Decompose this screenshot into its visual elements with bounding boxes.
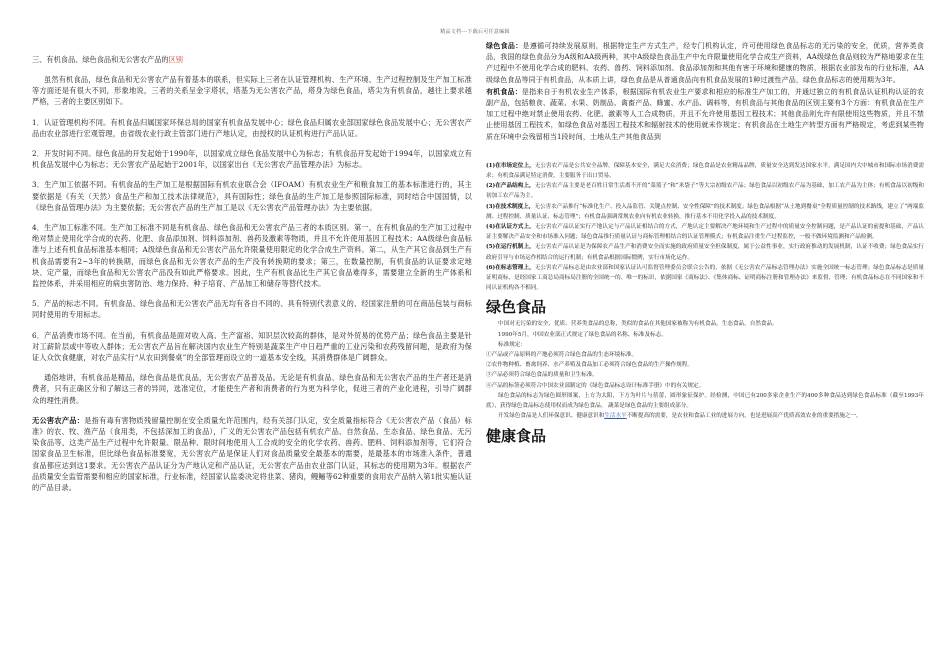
- list-term: 在标志管理上，: [495, 264, 535, 271]
- green-food-paragraph: [486, 40, 924, 86]
- organic-food-term: 有机食品：: [486, 86, 522, 96]
- green-development-text-b: 不断提高的需要，是农业和食品工业的进展方向，也是进展高产优质高效农业的重要措施之一。: [626, 413, 862, 420]
- list-text: 无公害农产品主要是老百姓日常生活离不开的“菜篮子”和“米袋子”等大宗初级农产品；绿色食品以初级农产品为基础，加工农产品为主体；有机食品以初级和初加工农产品为主。: [486, 183, 924, 200]
- section-title-text: 三、有机食品、绿色食品和无公害农产品的: [32, 55, 169, 64]
- green-standard-item: ②农作物种植、畜禽饲养、水产养殖及食品加工必须符合绿色食品的生产操作规程。: [486, 362, 693, 369]
- green-development-paragraph: [486, 411, 924, 421]
- living-standard-link[interactable]: 生活水平: [604, 413, 627, 420]
- list-text: 无公害农产品认证实行产地认定与产品认证相结合的方式，产地认定主要解决产地环境和生产过程中的质量安全控制问题，是产品认证的前提和基础，产品认证主要解决产品安全和市场准入问题；绿色食品推行质量认证与商标管理相结合的认证管理模式；有机食品注重生产过程监控，一般不做环境监测和产品检测。: [486, 224, 924, 241]
- list-number: (5): [486, 244, 496, 251]
- list-text: 无公害农产品推行“标准化生产、投入品监管、关键点控制、安全性保障”的技术制度；绿色食品根据“从土地到餐桌”全程质量控制的技术路线，建立了“两端监测、过程控制、质量认证、标志管理”；有机食品强调常规农业向有机农业转换，推行基本不用化学投入品的技术制度。: [486, 203, 924, 220]
- green-food-heading: 绿色食品: [486, 298, 547, 317]
- list-term: 在市场定位上，: [495, 162, 535, 169]
- list-number: (2): [486, 183, 496, 190]
- list-text: 无公害农产品是公共安全品牌，保障基本安全，满足大众消费；绿色食品是农业精品品牌，质量安全达到发达国家水平，满足国内大中城市和国际市场消费需求；有机食品满足特定消费，主要服务于出口贸易。: [486, 162, 924, 180]
- list-item: [486, 202, 924, 222]
- list-number: (4): [486, 224, 496, 231]
- point-5: 5．产品的标志不同。有机食品、绿色食品和无公害农产品无均有各自不同的、具有特别代表意义的、经国家注册的可在商品包装与商标同时使用的专用标志。: [32, 299, 472, 320]
- list-number: (3): [486, 203, 496, 210]
- green-standard-item: ④产品的标签必须符合中国农业部制定的《绿色食品标志设计标准手册》中的有关规定。: [486, 382, 705, 389]
- green-definition: 中国对无污染的安全、优质、营养类食品的总称，类似的食品在其他国家被称为有机食品，生态食品，自然食品。: [498, 321, 778, 328]
- pollution-free-paragraph: [32, 415, 472, 493]
- list-item: [486, 242, 924, 262]
- left-column: [32, 40, 472, 493]
- comparison-list: [486, 161, 924, 294]
- list-text: 无公害农产品认证是为保障农产品生产和消费安全而实施的政府质量安全担保制度，属于公益性事业，实行政府推动的发展机制，认证不收费；绿色食品实行政府引导与市场运作相结合的运行机制；有机食品根据国际惯例，实行市场化运作。: [486, 244, 924, 261]
- list-item: [486, 222, 924, 242]
- green-standard-item: ③产品必须符合绿色食品的质量和卫生标准。: [486, 372, 598, 379]
- point-2: 2．开发时间不同。绿色食品的开发起始于1990年，以国家成立绿色食品发展中心为标志；有机食品开发起始于1994年，以国家成立有机食品发展中心为标志；无公害农产品起始于2001年，以国家出台《无公害农产品管理办法》为标志。: [32, 149, 472, 170]
- intro-paragraph: 虽然有机食品，绿色食品和无公害农产品有着基本的联系，但实际上三者在认证管理机构、生产环境、生产过程控制及生产加工标准等方面还是有很大不同，形象地说，三者的关系呈金字塔状，塔基为无公害农产品，塔身为绿色食品，塔尖为有机食品，越往上要求越严格，三者的主要区别如下。: [32, 75, 472, 107]
- list-term: 在产品结构上，: [495, 183, 535, 190]
- organic-food-paragraph: [486, 86, 924, 143]
- green-food-text: 是遵循可持续发展原则，根据特定生产方式生产，经专门机构认定，许可使用绿色食品标志的无污染的安全，优质，营养类食品，我国的绿色食品分为A级和AA级两种，其中A级绿色食品生产中允许限量使用化学合成生产资料，AA级绿色食品则较为严格地要求在生产过程中不使用化学合成的肥料、农药、兽药、饲料添加剂、食品添加剂和其他有害于环境和健康的物质，根据农业部发布的行业标准，AA级绿色食品等同于有机食品，从本质上讲，绿色食品是从普通食品向有机食品发展的1种过渡性产品，绿色食品标志的使用期为3年。: [486, 42, 925, 84]
- point-4: 4．生产加工标准不同。生产加工标准不同是有机食品、绿色食品和无公害农产品三者的本质区别。第一，在有机食品的生产加工过程中绝对禁止使用化学合成的农药、化肥、食品添加剂、饲料添加剂、兽药及激素等物质，并且不允许使用基因工程技术；AA级绿色食品标准与上述有机食品标准基本相同；A级绿色食品和无公害农产品允许限量使用限定的化学合成生产资料。第二，从生产其它食品到生产有机食品需要有2~3年的转换期，而绿色食品和无公害农产品的生产没有转换期的要求；第三，在数量控制，有机食品的认证要求定地块、定产量，而绿色食品和无公害农产品没有如此严格要求。因此，生产有机食品比生产其它食品难得多，需要建立全新的生产体系和监控体系，并采用相应的病虫害防治、地力保持、种子培育、产品加工和储存等替代技术。: [32, 223, 472, 289]
- green-standard-label: 标准规定：: [498, 341, 526, 348]
- pollution-free-term: 无公害农产品：: [32, 415, 85, 425]
- point-1: 1．认证管理机构不同。有机食品归属国家环保总局的国家有机食品发展中心；绿色食品归属农业部国家绿色食品发展中心；无公害农产品由农业部进行宏观管理，由省级农业行政主管部门进行产地认定，由授权的认证机构进行产品认证。: [32, 117, 472, 138]
- green-date: 1990年5月，中国农业部正式规定了绿色食品的名称、标准及标志。: [498, 331, 667, 338]
- point-3: 3．生产加工依据不同。有机食品的生产加工是根据国际有机农业联合会（IFOAM）有机农业生产和粮食加工的基本标准进行的，其主要依据是《有关（天然）食品生产和加工技术法律规范》，具有国际性；绿色食品的生产加工是参照国际标准，同时结合中国国情，以《绿色食品管理办法》为主要依据；无公害农产品的生产加工是以《无公害农产品管理办法》为主要依据。: [32, 180, 472, 212]
- green-standard-item: ①产品或产品原料的产地必须符合绿色食品的生态环境标准。: [486, 352, 638, 359]
- summary-paragraph: 通俗地讲，有机食品是精品，绿色食品是优良品，无公害农产品普及品。无论是有机食品、绿色食品和无公害农产品的生产者还是消费者，只有正确区分和了解这三者的异同，选准定位，才能使生产者和消费者的行为更为科学化，促进三者的产业化进程，引导广阔群众的理性消费。: [32, 373, 472, 405]
- list-item: [486, 263, 924, 294]
- list-text: 无公害农产品标志是由农业部和国家认证认可监督管理委员会联合公告的，依据《无公害农产品标志管理办法》实施全国统一标志管理；绿色食品标志是质量证明商标，是经国家工商总局商标局注册的全国统一的、唯一的标识，依据国家《商标法》、《集体商标、证明商标注册和管理办法》来监督、管理；有机食品标志在不同国家和不同认证机构各不相同。: [486, 264, 924, 292]
- organic-food-text: 是指来自于有机农业生产体系，根据国际有机农业生产要求和相应的标准生产加工的，并通过独立的有机食品认证机构认证的农副产品，包括粮食、蔬菜、水果、奶制品、禽畜产品、蜂蜜、水产品、调料等，有机食品与其他食品的区别主要有3个方面：有机食品在生产加工过程中绝对禁止使用农药、化肥、激素等人工合成物质，并且不允许使用基因工程技术；其他食品则允许有限使用这些物质，并且不禁止使用基因工程技术，如绿色食品对基因工程技术和辐射技术的使用就未作规定；有机食品在土地生产转型方面有严格规定，考虑到某些物质在环境中会残留相当1段时间，土地从生产其他食品到: [486, 87, 925, 141]
- list-term: 在运行机制上，: [495, 244, 535, 251]
- point-6: 6．产品消费市场不同。在当前，有机食品是面对收入高、生产富裕、知识层次较高的群体，是对外贸易的优势产品；绿色食品主要是针对工薪阶层或中等收入群体；无公害农产品旨在解决国内农业生产特别是蔬菜生产中日趋严重的工业污染和农药残留问题，是政府为保证人众饮食健康，对农产品实行“从农田到餐桌”的全部管理而设立的一道基本安全线，其消费群体是广阔群众。: [32, 330, 472, 363]
- green-logo-paragraph: 绿色食品的标志为绿色圆形图案，上方为太阳，下方为叶片与蓓蕾，圆形象征保护。经检测，中国已有200多家企业生产的400多种食品达到绿色食品标准（截至1993年底），获得绿色食品标志使用权而成为绿色食品。 蔬菜是绿色食品的主要组成部分。: [486, 392, 924, 410]
- right-column: [486, 40, 924, 448]
- list-item: [486, 161, 924, 181]
- health-food-heading: 健康食品: [486, 426, 547, 445]
- page-header: 精品文档---下载后可任意编辑: [440, 29, 510, 35]
- green-development-text-a: 开发绿色食品是人们环保意识、健康意识和: [498, 413, 605, 420]
- list-item: [486, 181, 924, 201]
- section-title-highlight: 区别: [168, 55, 183, 64]
- list-term: 在技术制度上，: [495, 203, 535, 210]
- pollution-free-text: 是指有毒有害物质残留量控制在安全质量允许范围内，经有关部门认定，安全质量指标符合《无公害农产品（食品）标准》的农、牧、渔产品（食用类，不包括深加工的食品），广义的无公害农产品包括有机农产品、自然食品、生态食品、绿色食品、无污染食品等，这类产品生产过程中允许限量、限品种、限时间地使用人工合成的安全的化学农药、兽药、肥料、饲料添加剂等，它们符合国家食品卫生标准，但比绿色食品标准要宽，无公害农产品是保证人们对食品质量安全最基本的需要，是最基本的市场准入条件，普通食品都应达到这1要求。无公害农产品认证分为产地认定和产品认证，无公害农产品由农业部门认证，其标志的使用期为3年。根据农产品质量安全监管需要和相应的国家标准，行业标准，经国家认监委决定将韭菜、猪肉，鳗鲡等62种重要的食用农产品纳入第1批实施认证的产品目录。: [32, 415, 472, 493]
- list-term: 在认证方式上，: [495, 224, 535, 231]
- list-number: (6): [486, 264, 496, 271]
- green-food-term: 绿色食品：: [486, 41, 523, 50]
- section-title: [32, 54, 472, 65]
- list-number: (1): [486, 162, 496, 169]
